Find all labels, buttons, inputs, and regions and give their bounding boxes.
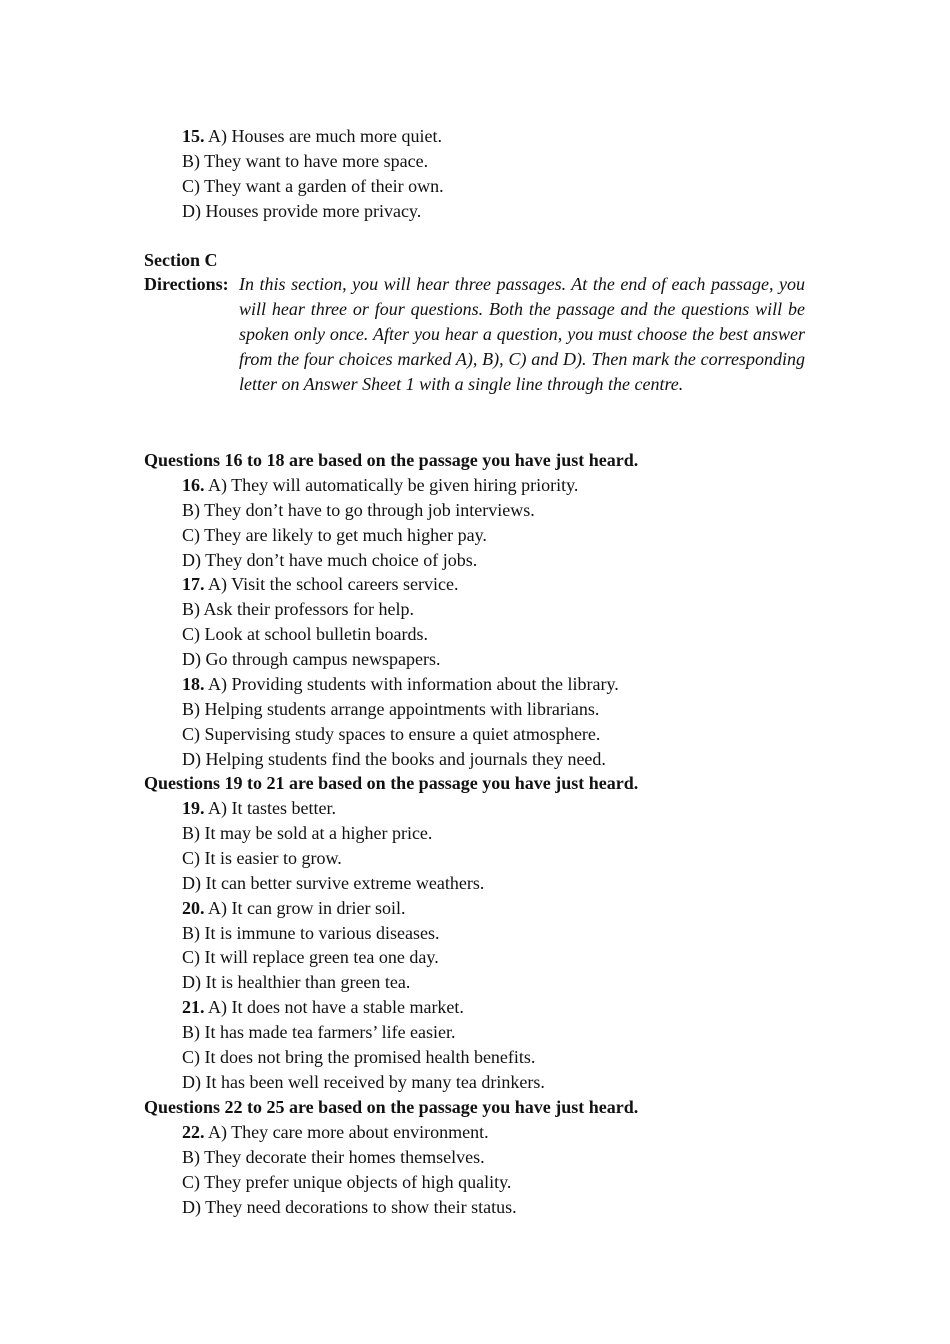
question-22-option-d: D) They need decorations to show their status. xyxy=(182,1197,517,1217)
question-number: 21. xyxy=(182,997,205,1017)
question-20-option-d: D) It is healthier than green tea. xyxy=(182,972,411,992)
group-header-19-21: Questions 19 to 21 are based on the passage you have just heard. xyxy=(144,773,639,793)
option-text: A) It does not have a stable market. xyxy=(208,997,464,1017)
question-15-option-a xyxy=(182,124,442,149)
option-text: A) They care more about environment. xyxy=(208,1122,489,1142)
question-15-option-c: C) They want a garden of their own. xyxy=(182,176,444,196)
option-text: A) It can grow in drier soil. xyxy=(208,898,406,918)
question-number: 15. xyxy=(182,126,205,146)
question-20-option-a xyxy=(182,896,405,921)
question-16-option-a xyxy=(182,473,578,498)
question-number: 16. xyxy=(182,475,205,495)
question-16-option-b: B) They don’t have to go through job interviews. xyxy=(182,500,535,520)
question-16-option-c: C) They are likely to get much higher pay. xyxy=(182,525,487,545)
question-16-option-d: D) They don’t have much choice of jobs. xyxy=(182,550,478,570)
question-number: 18. xyxy=(182,674,205,694)
option-text: A) Houses are much more quiet. xyxy=(208,126,442,146)
group-header-16-18: Questions 16 to 18 are based on the passage you have just heard. xyxy=(144,450,639,470)
question-17-option-b: B) Ask their professors for help. xyxy=(182,599,414,619)
option-text: A) It tastes better. xyxy=(208,798,336,818)
question-number: 22. xyxy=(182,1122,205,1142)
question-21-option-a xyxy=(182,995,464,1020)
question-19-option-a xyxy=(182,796,336,821)
question-22-option-a xyxy=(182,1120,489,1145)
option-text: A) They will automatically be given hiring priority. xyxy=(208,475,579,495)
question-17-option-a xyxy=(182,572,459,597)
question-18-option-b: B) Helping students arrange appointments with librarians. xyxy=(182,699,600,719)
question-19-option-c: C) It is easier to grow. xyxy=(182,848,342,868)
section-title: Section C xyxy=(144,250,218,270)
question-17-option-c: C) Look at school bulletin boards. xyxy=(182,624,428,644)
question-21-option-b: B) It has made tea farmers’ life easier. xyxy=(182,1022,456,1042)
question-20-option-b: B) It is immune to various diseases. xyxy=(182,923,440,943)
question-number: 17. xyxy=(182,574,205,594)
question-22-option-c: C) They prefer unique objects of high quality. xyxy=(182,1172,512,1192)
question-15-option-b: B) They want to have more space. xyxy=(182,151,429,171)
directions-text: In this section, you will hear three passages. At the end of each passage, you will hear three or four questions. Both the passage and the questions will be spoken only once. After you hear a question, you must choose the best answer from the four choices marked A), B), C) and D). Then mark the corresponding letter on Answer Sheet 1 with a single line through the centre. xyxy=(239,274,805,394)
question-22-option-b: B) They decorate their homes themselves. xyxy=(182,1147,485,1167)
directions-label: Directions: xyxy=(144,274,229,294)
question-18-option-d: D) Helping students find the books and journals they need. xyxy=(182,749,606,769)
question-15-option-d: D) Houses provide more privacy. xyxy=(182,201,422,221)
question-21-option-d: D) It has been well received by many tea drinkers. xyxy=(182,1072,545,1092)
group-header-22-25: Questions 22 to 25 are based on the passage you have just heard. xyxy=(144,1097,639,1117)
question-number: 20. xyxy=(182,898,205,918)
question-21-option-c: C) It does not bring the promised health benefits. xyxy=(182,1047,536,1067)
option-text: A) Visit the school careers service. xyxy=(208,574,459,594)
question-19-option-d: D) It can better survive extreme weathers. xyxy=(182,873,485,893)
question-20-option-c: C) It will replace green tea one day. xyxy=(182,947,439,967)
option-text: A) Providing students with information about the library. xyxy=(208,674,619,694)
question-number: 19. xyxy=(182,798,205,818)
question-18-option-a xyxy=(182,672,619,697)
question-17-option-d: D) Go through campus newspapers. xyxy=(182,649,441,669)
question-19-option-b: B) It may be sold at a higher price. xyxy=(182,823,433,843)
question-18-option-c: C) Supervising study spaces to ensure a quiet atmosphere. xyxy=(182,724,601,744)
